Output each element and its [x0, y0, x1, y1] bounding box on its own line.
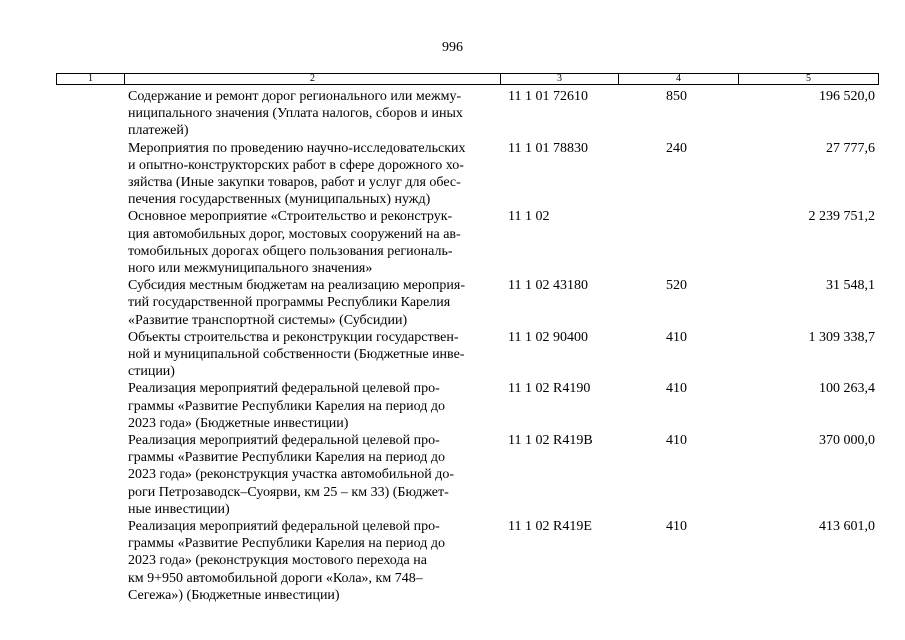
row-description: Реализация мероприятий федеральной целевой про- граммы «Развитие Республики Карелия на период до 2023 года» (реконструкция мостового перехода на км 9+950 автомобильной дороги «Кола», км 748– Сегежа») (Бюджетные инвестиции): [128, 519, 446, 603]
row-type: 410: [666, 329, 687, 345]
row-code: 11 1 02 R419E: [508, 519, 592, 535]
page-number: 996: [442, 40, 463, 55]
row-amount: 1 309 338,7: [808, 329, 875, 345]
row-code: 11 1 02 43180: [508, 278, 588, 294]
row-amount: 31 548,1: [826, 278, 875, 294]
row-type: 240: [666, 140, 687, 156]
row-type: 410: [666, 381, 687, 397]
row-description: Объекты строительства и реконструкции государствен- ной и муниципальной собственности (Бюджетные инве- стиции): [128, 329, 465, 380]
table-row: [0, 208, 905, 277]
header-col-1: 1: [57, 74, 125, 84]
table-row: [0, 88, 905, 140]
row-code: 11 1 01 72610: [508, 89, 588, 104]
row-description: Содержание и ремонт дорог регионального или межму- ниципального значения (Уплата налогов, сборов и иных платежей): [128, 89, 463, 139]
row-description: Мероприятия по проведению научно-исследовательских и опытно-конструкторских работ в сфере дорожного хо- зяйства (Иные закупки товаров, работ и услуг для обес- печения государственных (муниципальных) нужд): [128, 140, 466, 208]
row-description: Субсидия местным бюджетам на реализацию мероприя- тий государственной программы Республики Карелия «Развитие транспортной системы» (Субсидии): [128, 278, 466, 328]
row-amount: 370 000,0: [819, 433, 875, 449]
row-type: 410: [666, 519, 687, 535]
header-col-3: 3: [501, 74, 619, 84]
row-code: 11 1 02: [508, 209, 550, 225]
row-type: 410: [666, 433, 687, 449]
row-amount: 27 777,6: [826, 140, 875, 156]
table-row: [0, 432, 905, 518]
header-col-4: 4: [619, 74, 739, 84]
row-amount: 196 520,0: [819, 89, 875, 104]
table-row: [0, 277, 905, 329]
row-type: 850: [666, 89, 687, 104]
row-description: Основное мероприятие «Строительство и реконструк- ция автомобильных дорог, мостовых сооружений на ав- томобильных дорогах общего пользования региональ- ного или межмуниципального значения»: [128, 209, 461, 277]
table-body: [0, 88, 905, 604]
row-description: Реализация мероприятий федеральной целевой про- граммы «Развитие Республики Карелия на период до 2023 года» (Бюджетные инвестиции): [128, 381, 446, 431]
row-amount: 413 601,0: [819, 519, 875, 535]
row-code: 11 1 02 R4190: [508, 381, 591, 397]
row-code: 11 1 02 R419B: [508, 433, 593, 449]
table-row: [0, 329, 905, 381]
table-row: [0, 140, 905, 209]
row-code: 11 1 01 78830: [508, 140, 588, 156]
table-header: [56, 73, 879, 85]
row-description: Реализация мероприятий федеральной целевой про- граммы «Развитие Республики Карелия на период до 2023 года» (реконструкция участка автомобильной до- роги Петрозаводск–Суоярви, км 25 – км 33) (Бюджет- ные инвестиции): [128, 433, 454, 517]
table-row: [0, 518, 905, 604]
table-row: [0, 380, 905, 432]
row-amount: 2 239 751,2: [808, 209, 875, 225]
row-amount: 100 263,4: [819, 381, 875, 397]
row-type: 520: [666, 278, 687, 294]
row-code: 11 1 02 90400: [508, 329, 588, 345]
header-col-5: 5: [806, 73, 811, 84]
header-col-2: 2: [125, 74, 501, 84]
